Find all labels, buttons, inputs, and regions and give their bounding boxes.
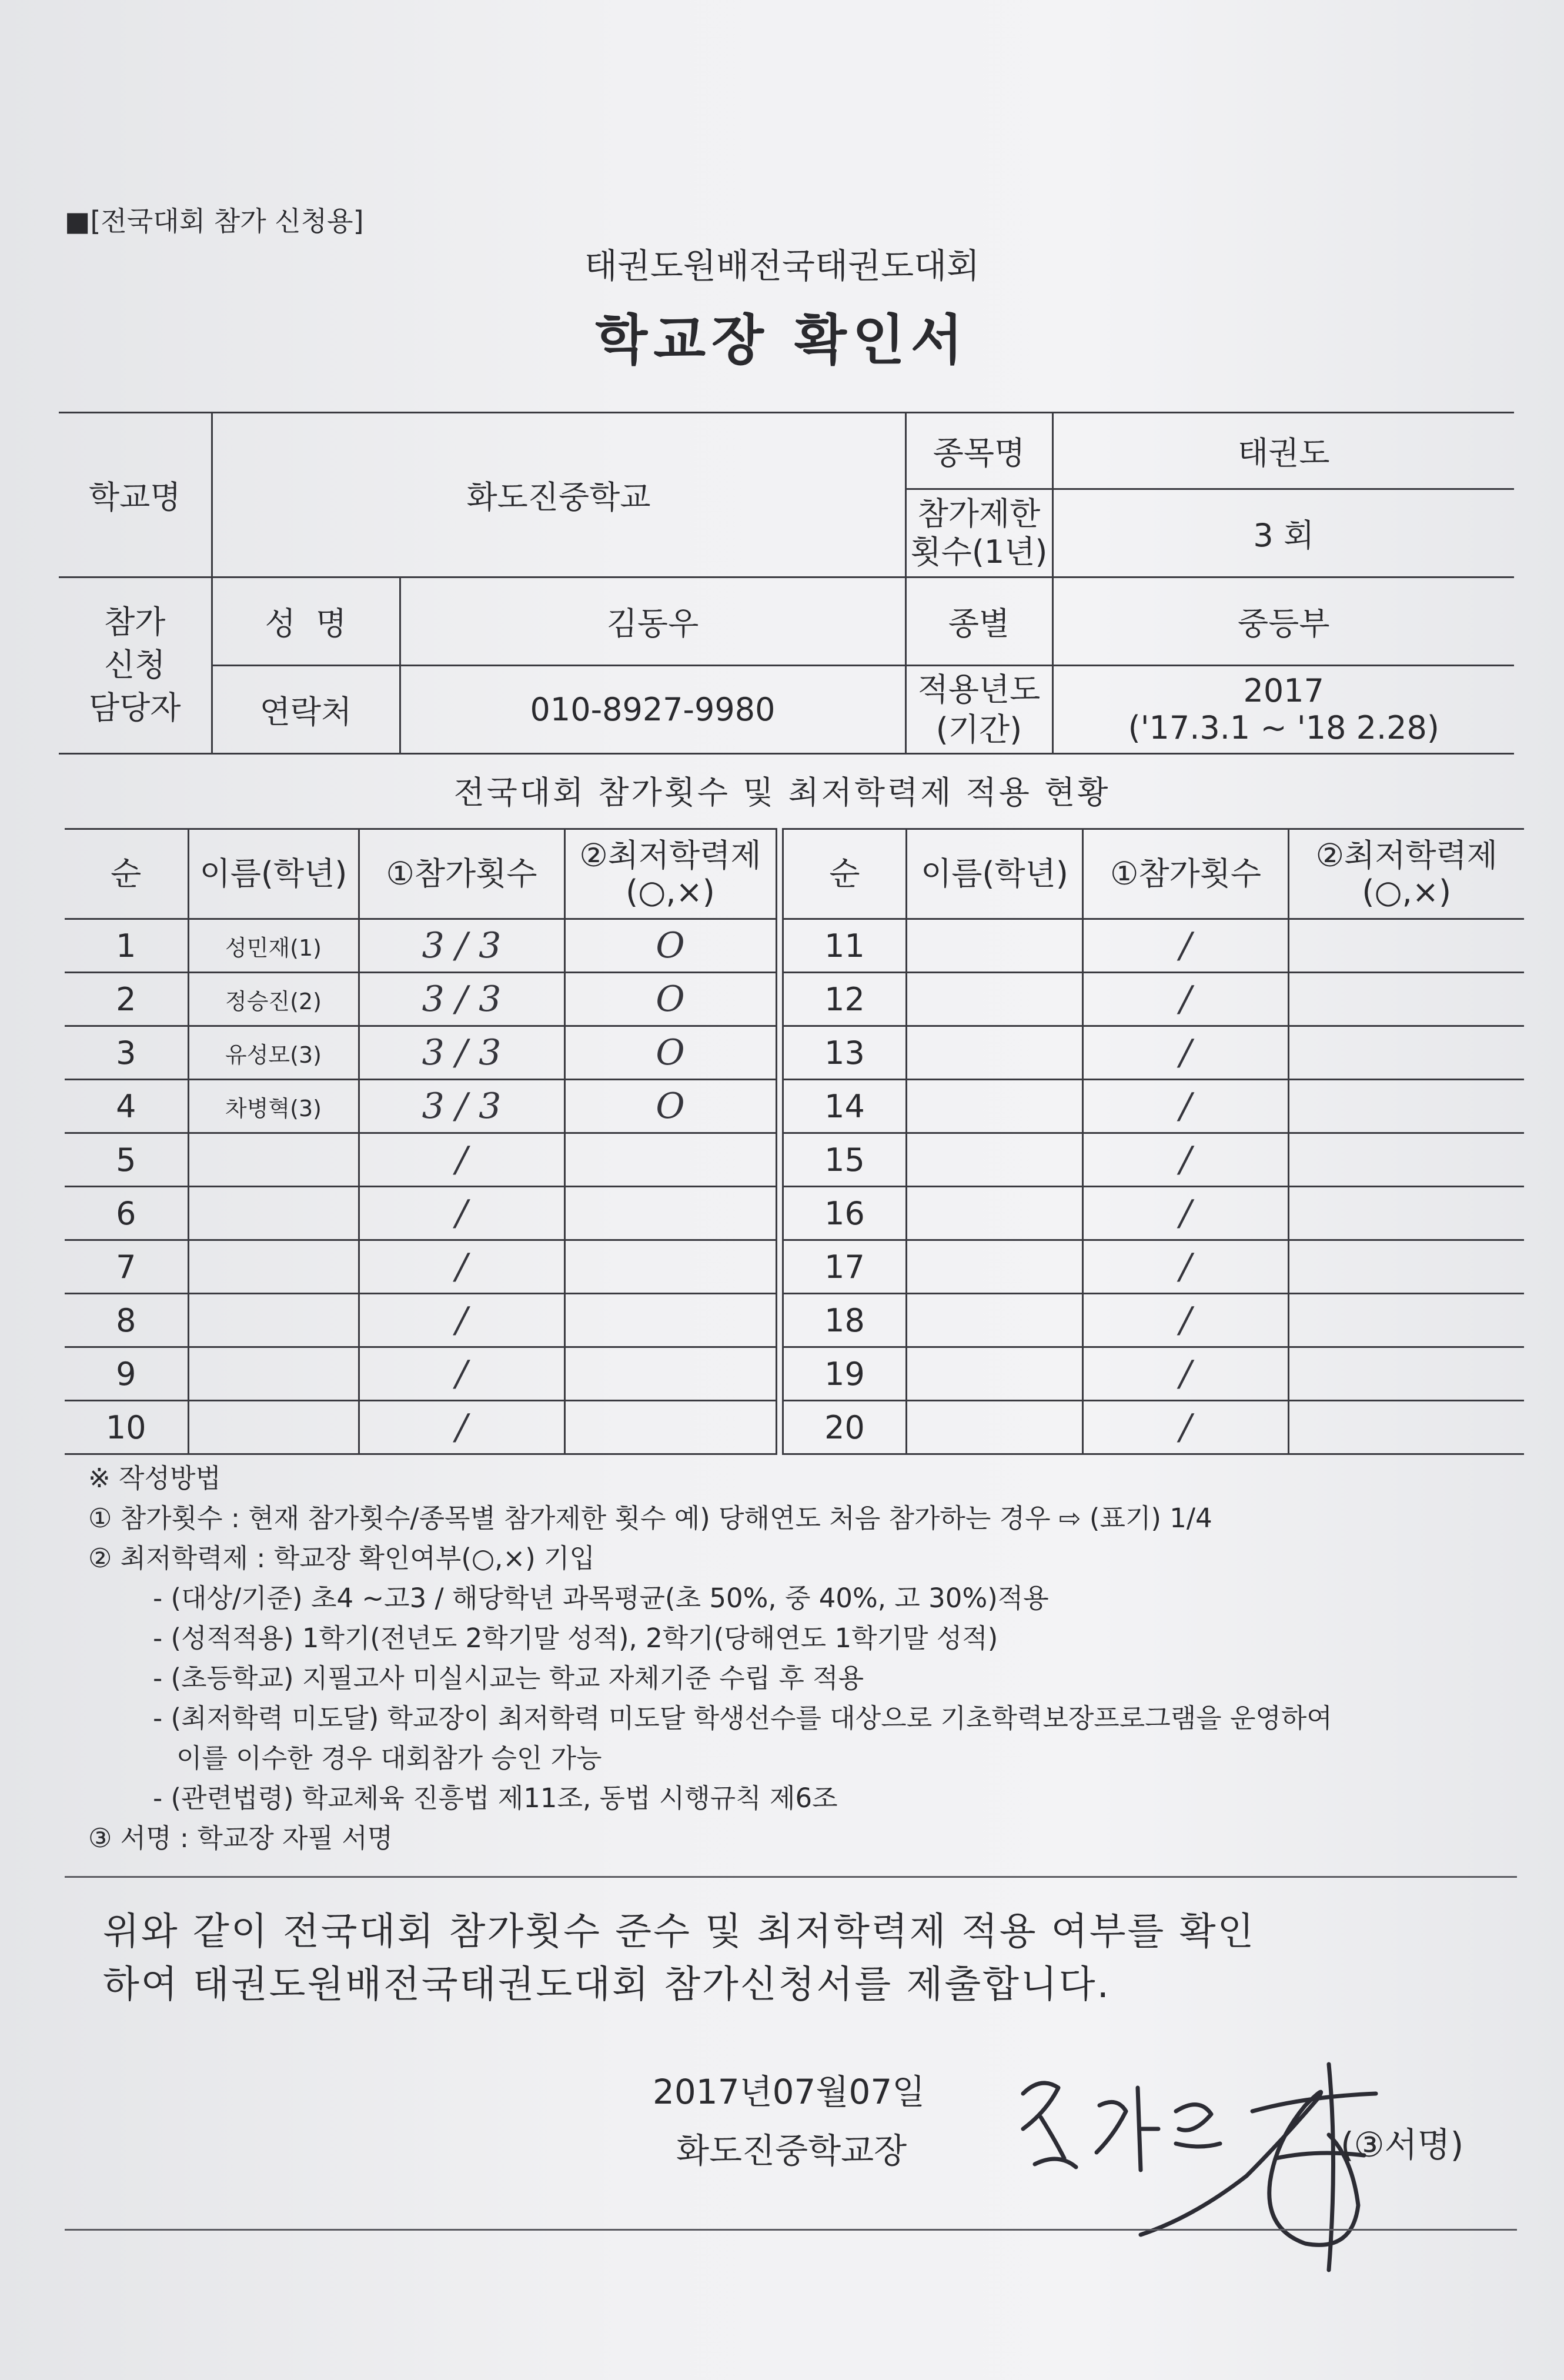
row-name bbox=[907, 1240, 1083, 1294]
table-row bbox=[65, 1347, 776, 1401]
row-count: / bbox=[1083, 1240, 1289, 1294]
row-count: / bbox=[1083, 919, 1289, 973]
col-no-header: 순 bbox=[783, 829, 907, 919]
school-name-value: 화도진중학교 bbox=[212, 413, 905, 578]
row-min bbox=[564, 1401, 776, 1454]
limit-label-line2: 횟수(1년) bbox=[910, 533, 1048, 570]
table-row bbox=[65, 1133, 776, 1187]
row-count: 3 / 3 bbox=[359, 919, 564, 973]
row-min bbox=[1289, 1240, 1524, 1294]
division-value: 중등부 bbox=[1052, 578, 1514, 666]
roster-table-left bbox=[65, 828, 777, 1455]
row-min bbox=[1289, 1187, 1524, 1240]
note-2a: - (대상/기준) 초4 ~고3 / 해당학년 과목평균(초 50%, 중 40%, 고 30%)적용 bbox=[153, 1583, 1049, 1614]
row-no: 4 bbox=[65, 1080, 188, 1133]
year-label bbox=[905, 666, 1052, 754]
row-no: 8 bbox=[65, 1294, 188, 1347]
submission-date: 2017년07월07일 bbox=[653, 2072, 925, 2112]
principal-title: 화도진중학교장 bbox=[676, 2131, 907, 2171]
col-min-header-line2: (○,×) bbox=[626, 873, 715, 910]
contact-label-line2: 신청 bbox=[104, 646, 166, 684]
roster-section-title: 전국대회 참가횟수 및 최저학력제 적용 현황 bbox=[453, 774, 1111, 811]
col-min-header-line1: ②최저학력제 bbox=[579, 836, 761, 874]
row-no: 3 bbox=[65, 1026, 188, 1080]
row-count: 3 / 3 bbox=[359, 973, 564, 1026]
sport-value: 태권도 bbox=[1052, 413, 1514, 489]
table-row bbox=[65, 1401, 776, 1454]
row-count: / bbox=[359, 1133, 564, 1187]
row-name bbox=[907, 973, 1083, 1026]
school-info-table bbox=[59, 412, 1514, 755]
row-min: O bbox=[564, 973, 776, 1026]
note-2e: - (관련법령) 학교체육 진흥법 제11조, 동법 시행규칙 제6조 bbox=[153, 1783, 838, 1814]
table-row bbox=[65, 1187, 776, 1240]
table-row bbox=[783, 1347, 1524, 1401]
row-min bbox=[564, 1347, 776, 1401]
row-name bbox=[188, 1347, 359, 1401]
row-name bbox=[907, 1347, 1083, 1401]
row-min bbox=[1289, 1026, 1524, 1080]
divider-bottom bbox=[65, 2229, 1517, 2231]
row-no: 2 bbox=[65, 973, 188, 1026]
row-count: / bbox=[1083, 1294, 1289, 1347]
row-name bbox=[188, 1187, 359, 1240]
row-count: 3 / 3 bbox=[359, 1080, 564, 1133]
row-name bbox=[907, 1187, 1083, 1240]
roster-table-right bbox=[782, 828, 1524, 1455]
table-row bbox=[65, 973, 776, 1026]
row-min: O bbox=[564, 919, 776, 973]
row-no: 6 bbox=[65, 1187, 188, 1240]
row-no: 19 bbox=[783, 1347, 907, 1401]
col-count-header: ①참가횟수 bbox=[1083, 829, 1289, 919]
contact-phone-value: 010-8927-9980 bbox=[400, 666, 905, 754]
row-name bbox=[188, 1240, 359, 1294]
note-2c: - (초등학교) 지필고사 미실시교는 학교 자체기준 수립 후 적용 bbox=[153, 1663, 864, 1694]
contact-label-line1: 참가 bbox=[104, 603, 166, 641]
row-name: 차병혁(3) bbox=[188, 1080, 359, 1133]
table-row bbox=[783, 919, 1524, 973]
row-count: / bbox=[1083, 1133, 1289, 1187]
row-name bbox=[907, 1133, 1083, 1187]
row-no: 7 bbox=[65, 1240, 188, 1294]
row-min bbox=[1289, 919, 1524, 973]
row-no: 18 bbox=[783, 1294, 907, 1347]
row-count: / bbox=[1083, 973, 1289, 1026]
note-3: ③ 서명 : 학교장 자필 서명 bbox=[88, 1822, 393, 1854]
table-row bbox=[65, 1240, 776, 1294]
table-row bbox=[783, 1401, 1524, 1454]
row-no: 16 bbox=[783, 1187, 907, 1240]
row-count: / bbox=[359, 1187, 564, 1240]
row-name bbox=[907, 1026, 1083, 1080]
limit-value: 3 회 bbox=[1052, 489, 1514, 578]
contact-name-label: 성 명 bbox=[212, 578, 400, 666]
col-no-header: 순 bbox=[65, 829, 188, 919]
row-name: 정승진(2) bbox=[188, 973, 359, 1026]
writing-instructions bbox=[88, 1458, 1332, 1858]
table-row bbox=[783, 973, 1524, 1026]
table-row bbox=[783, 1133, 1524, 1187]
row-min bbox=[1289, 1080, 1524, 1133]
limit-label-line1: 참가제한 bbox=[917, 495, 1041, 532]
row-name bbox=[188, 1294, 359, 1347]
row-name bbox=[907, 919, 1083, 973]
row-min bbox=[1289, 1401, 1524, 1454]
row-no: 9 bbox=[65, 1347, 188, 1401]
division-label: 종별 bbox=[905, 578, 1052, 666]
row-no: 15 bbox=[783, 1133, 907, 1187]
row-no: 1 bbox=[65, 919, 188, 973]
row-min bbox=[1289, 1133, 1524, 1187]
year-value bbox=[1052, 666, 1514, 754]
school-name-label: 학교명 bbox=[59, 413, 212, 578]
row-no: 13 bbox=[783, 1026, 907, 1080]
confirmation-statement bbox=[103, 1905, 1255, 2011]
table-row bbox=[65, 1080, 776, 1133]
row-min bbox=[1289, 973, 1524, 1026]
event-name: 태권도원배전국태권도대회 bbox=[584, 246, 980, 286]
row-name bbox=[907, 1401, 1083, 1454]
row-name bbox=[188, 1133, 359, 1187]
year-label-line2: (기간) bbox=[935, 710, 1022, 748]
row-no: 5 bbox=[65, 1133, 188, 1187]
note-2d: - (최저학력 미도달) 학교장이 최저학력 미도달 학생선수를 대상으로 기초학력보장프로그램을 운영하여 bbox=[153, 1703, 1332, 1734]
note-2b: - (성적적용) 1학기(전년도 2학기말 성적), 2학기(당해연도 1학기말 성적) bbox=[153, 1623, 998, 1654]
row-count: / bbox=[1083, 1401, 1289, 1454]
row-no: 14 bbox=[783, 1080, 907, 1133]
note-2: ② 최저학력제 : 학교장 확인여부(○,×) 기입 bbox=[88, 1543, 595, 1574]
row-name bbox=[907, 1294, 1083, 1347]
year-value-period: ('17.3.1 ~ '18 2.28) bbox=[1128, 709, 1439, 746]
year-label-line1: 적용년도 bbox=[917, 671, 1041, 708]
row-no: 10 bbox=[65, 1401, 188, 1454]
row-min bbox=[564, 1240, 776, 1294]
statement-line1: 위와 같이 전국대회 참가횟수 준수 및 최저학력제 적용 여부를 확인 bbox=[103, 1910, 1256, 1954]
row-count: / bbox=[1083, 1026, 1289, 1080]
row-count: / bbox=[359, 1294, 564, 1347]
table-row bbox=[783, 1294, 1524, 1347]
row-count: / bbox=[359, 1240, 564, 1294]
statement-line2: 하여 태권도원배전국태권도대회 참가신청서를 제출합니다. bbox=[103, 1963, 1111, 2007]
contact-label bbox=[59, 578, 212, 754]
col-count-header: ①참가횟수 bbox=[359, 829, 564, 919]
row-name: 성민재(1) bbox=[188, 919, 359, 973]
row-count: / bbox=[1083, 1080, 1289, 1133]
row-count: / bbox=[359, 1401, 564, 1454]
row-min bbox=[1289, 1294, 1524, 1347]
table-row bbox=[783, 1080, 1524, 1133]
sport-label: 종목명 bbox=[905, 413, 1052, 489]
table-row bbox=[783, 1187, 1524, 1240]
table-row bbox=[65, 1294, 776, 1347]
row-min bbox=[564, 1133, 776, 1187]
col-name-header: 이름(학년) bbox=[188, 829, 359, 919]
contact-phone-label: 연락처 bbox=[212, 666, 400, 754]
col-name-header: 이름(학년) bbox=[907, 829, 1083, 919]
row-min: O bbox=[564, 1026, 776, 1080]
row-no: 17 bbox=[783, 1240, 907, 1294]
note-1: ① 참가횟수 : 현재 참가횟수/종목별 참가제한 횟수 예) 당해연도 처음 참가하는 경우 ⇨ (표기) 1/4 bbox=[88, 1503, 1212, 1534]
divider-top bbox=[65, 1876, 1517, 1878]
signature-label: (③서명) bbox=[1341, 2125, 1464, 2165]
col-min-header-line1: ②최저학력제 bbox=[1315, 836, 1498, 874]
row-count: 3 / 3 bbox=[359, 1026, 564, 1080]
row-count: / bbox=[1083, 1347, 1289, 1401]
row-min bbox=[564, 1294, 776, 1347]
table-row bbox=[783, 1026, 1524, 1080]
col-min-header bbox=[564, 829, 776, 919]
limit-label bbox=[905, 489, 1052, 578]
table-row bbox=[65, 919, 776, 973]
row-min bbox=[564, 1187, 776, 1240]
col-min-header bbox=[1289, 829, 1524, 919]
year-value-main: 2017 bbox=[1243, 672, 1324, 710]
table-row bbox=[65, 1026, 776, 1080]
row-name bbox=[188, 1401, 359, 1454]
row-count: / bbox=[359, 1347, 564, 1401]
table-row bbox=[783, 1240, 1524, 1294]
row-min bbox=[1289, 1347, 1524, 1401]
row-name bbox=[907, 1080, 1083, 1133]
row-min: O bbox=[564, 1080, 776, 1133]
contact-label-line3: 담당자 bbox=[89, 689, 181, 726]
row-no: 11 bbox=[783, 919, 907, 973]
notes-heading: ※ 작성방법 bbox=[88, 1463, 221, 1494]
row-name: 유성모(3) bbox=[188, 1026, 359, 1080]
note-2d-cont: 이를 이수한 경우 대회참가 승인 가능 bbox=[176, 1743, 602, 1774]
row-count: / bbox=[1083, 1187, 1289, 1240]
document-title: 학교장 확인서 bbox=[595, 309, 969, 372]
row-no: 20 bbox=[783, 1401, 907, 1454]
row-no: 12 bbox=[783, 973, 907, 1026]
contact-name-value: 김동우 bbox=[400, 578, 905, 666]
form-type-tag: ■[전국대회 참가 신청용] bbox=[65, 205, 364, 237]
col-min-header-line2: (○,×) bbox=[1362, 873, 1452, 910]
